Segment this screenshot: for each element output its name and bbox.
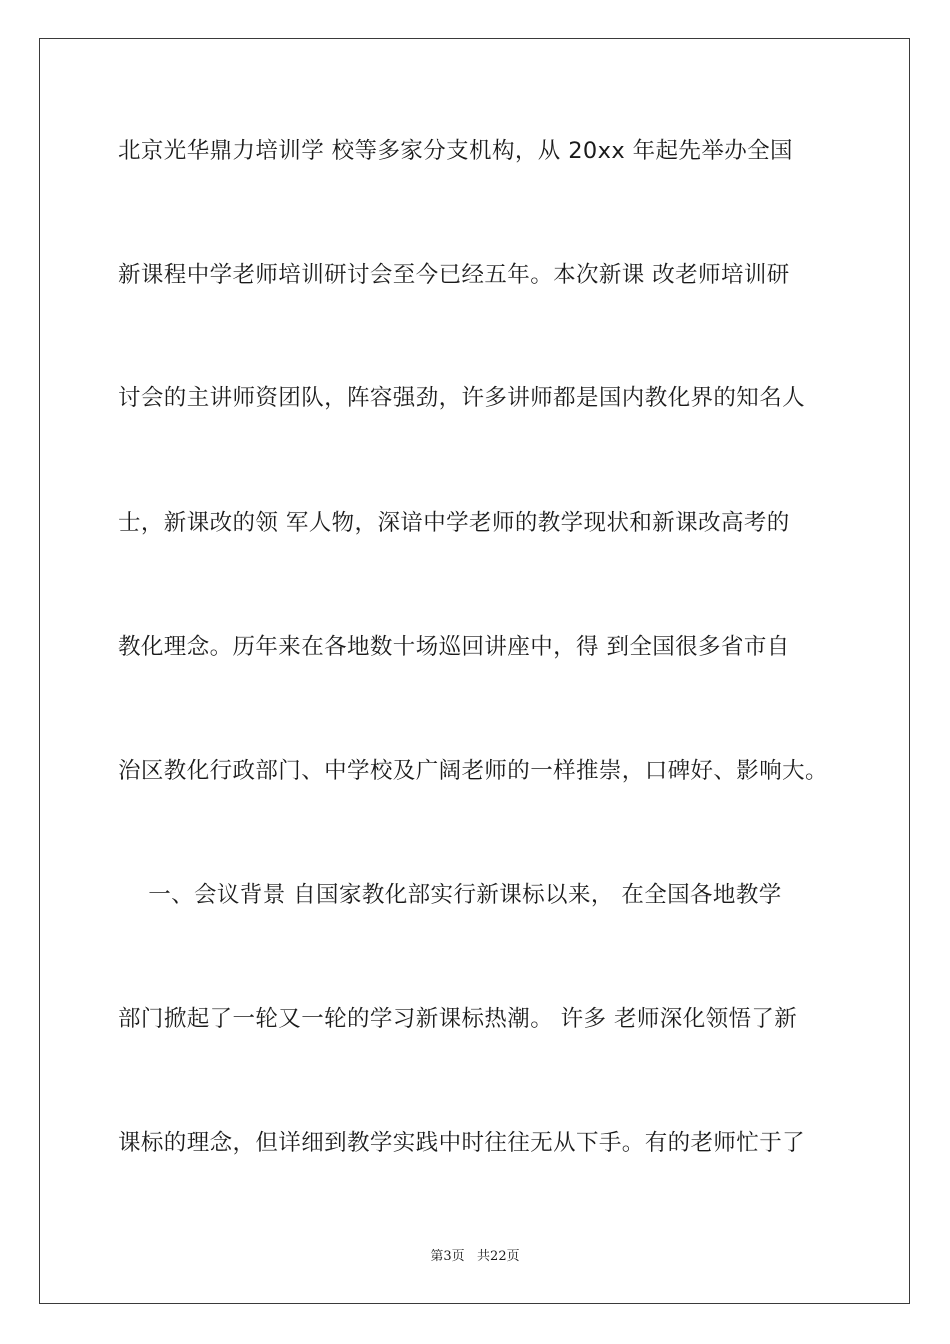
page-number-footer: 第3页 共22页 — [430, 1249, 520, 1264]
body-text-line-4: 士，新课改的领 军人物，深谙中学老师的教学现状和新课改高考的 — [118, 510, 790, 536]
body-text-line-8: 部门掀起了一轮又一轮的学习新课标热潮。 许多 老师深化领悟了新 — [118, 1006, 798, 1032]
body-text-line-1: 北京光华鼎力培训学 校等多家分支机构，从 20xx 年起先举办全国 — [118, 138, 793, 164]
body-text-line-7: 一、会议背景 自国家教化部实行新课标以来， 在全国各地教学 — [118, 882, 782, 908]
body-text-line-5: 教化理念。历年来在各地数十场巡回讲座中，得 到全国很多省市自 — [118, 634, 790, 660]
body-text-line-3: 讨会的主讲师资团队，阵容强劲，许多讲师都是国内教化界的知名人 — [118, 385, 806, 411]
body-text-line-6: 治区教化行政部门、中学校及广阔老师的一样推崇，口碑好、影响大。 — [118, 758, 828, 784]
body-text-line-2: 新课程中学老师培训研讨会至今已经五年。本次新课 改老师培训研 — [118, 262, 790, 288]
body-text-line-9: 课标的理念，但详细到教学实践中时往往无从下手。有的老师忙于了 — [118, 1130, 806, 1156]
page-border — [39, 38, 910, 1304]
